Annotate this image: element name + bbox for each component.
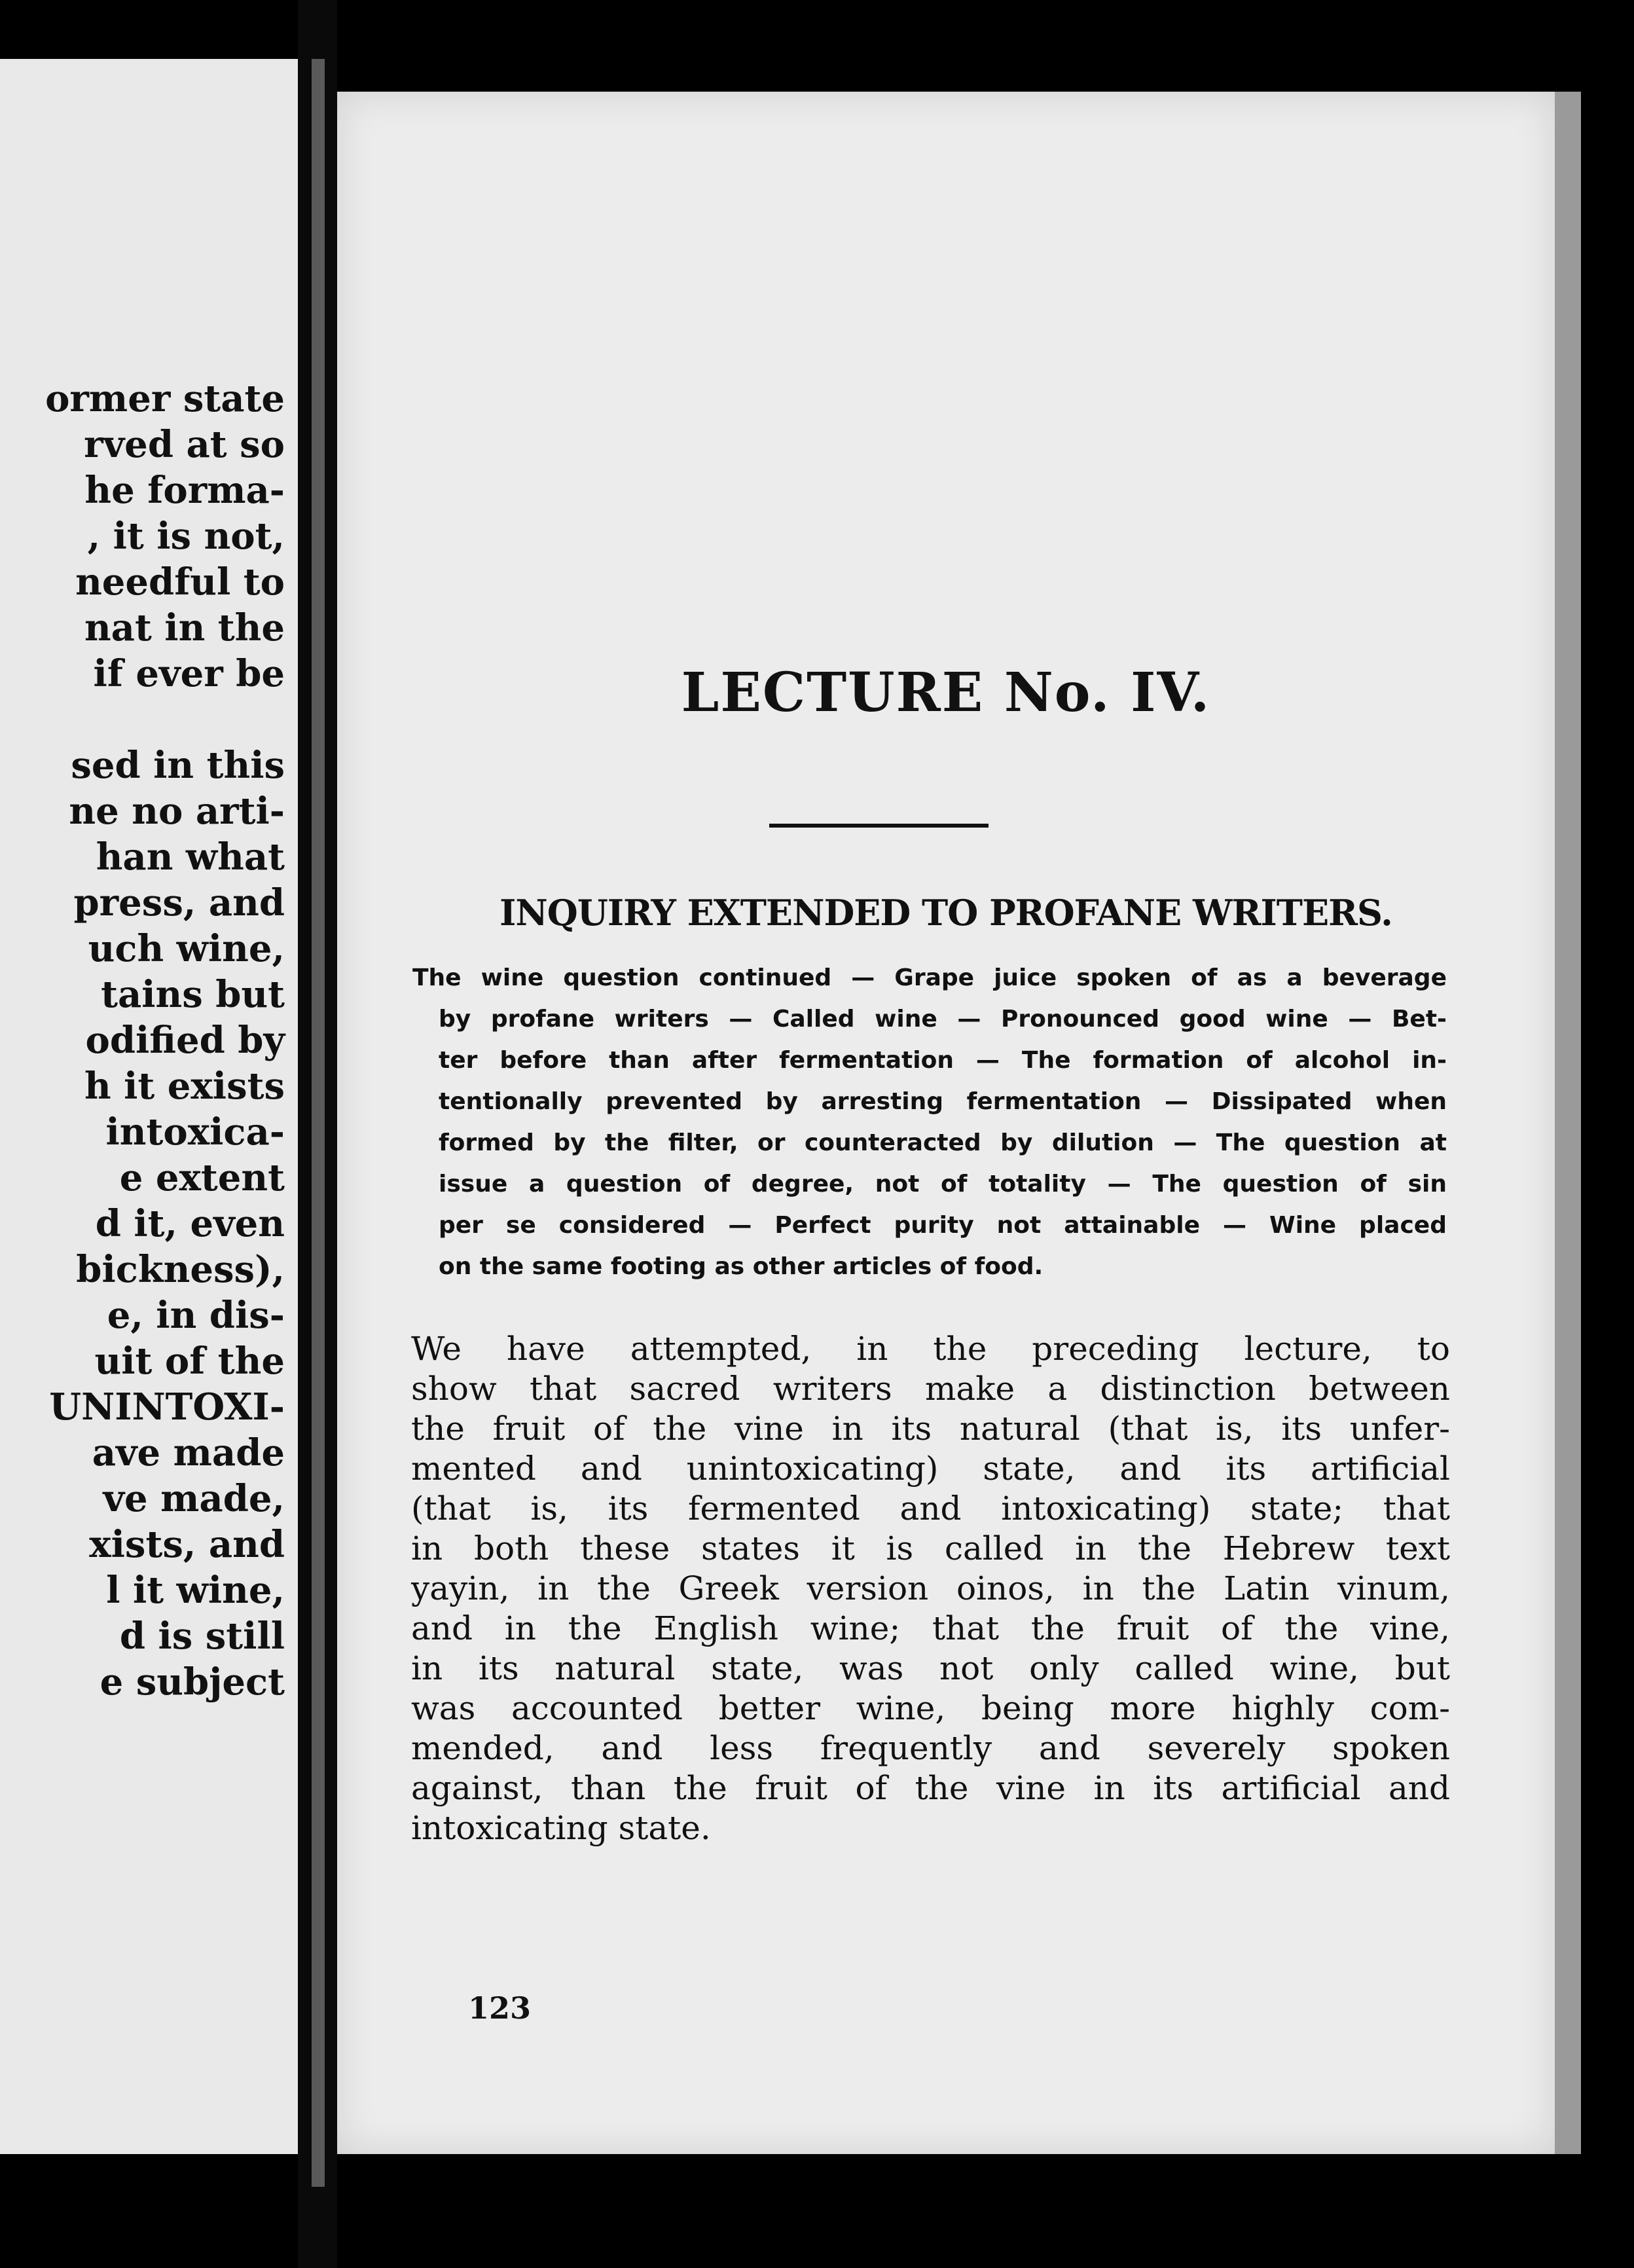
gutter-edge [312, 59, 325, 2187]
previous-page-line: ave made [92, 1431, 285, 1474]
previous-page-line: ne no arti- [69, 790, 285, 833]
previous-page-line: odified by [85, 1019, 285, 1062]
previous-page-line: , it is not, [87, 515, 285, 558]
chapter-subtitle: INQUIRY EXTENDED TO PROFANE WRITERS. [499, 892, 1392, 934]
previous-page-line: bickness), [76, 1248, 285, 1291]
page-edge-shadow [1555, 92, 1581, 2154]
title-divider [769, 824, 989, 828]
summary-line: The wine question continued — Grape juice spoken of as a beverage [412, 964, 1447, 991]
lecture-title: LECTURE No. IV. [681, 661, 1211, 724]
previous-page-line: xists, and [89, 1523, 285, 1566]
summary-line: tentionally prevented by arresting fermentation — Dissipated when [439, 1088, 1447, 1115]
previous-page-line: rved at so [84, 423, 285, 466]
body-line: and in the English wine; that the fruit of the vine, [411, 1609, 1450, 1647]
body-line: yayin, in the Greek version oinos, in the Latin vinum, [411, 1569, 1450, 1607]
body-line: We have attempted, in the preceding lecture, to [411, 1330, 1450, 1368]
body-line: show that sacred writers make a distinction between [411, 1370, 1450, 1408]
body-line: in its natural state, was not only called wine, but [411, 1649, 1450, 1687]
body-line: mented and unintoxicating) state, and its artificial [411, 1450, 1450, 1488]
body-line: the fruit of the vine in its natural (that is, its unfer- [411, 1410, 1450, 1448]
body-paragraph [411, 1329, 1450, 1848]
summary-line: issue a question of degree, not of totality — The question of sin [439, 1171, 1447, 1198]
previous-page-line: nat in the [84, 606, 285, 649]
previous-page-line: sed in this [71, 744, 285, 787]
previous-page-line: if ever be [93, 652, 285, 695]
previous-page-line: e subject [100, 1660, 285, 1704]
previous-page-line: press, and [73, 881, 285, 924]
previous-page-line: uch wine, [88, 927, 285, 970]
previous-page-line: e, in dis- [107, 1294, 285, 1337]
previous-page-line: he forma- [84, 469, 285, 512]
previous-page-fragment [0, 59, 298, 2154]
body-line: intoxicating state. [411, 1809, 711, 1847]
previous-page-line: ve made, [103, 1477, 285, 1520]
page-number: 123 [468, 1990, 532, 2026]
body-line: was accounted better wine, being more highly com- [411, 1689, 1450, 1727]
previous-page-line [45, 697, 285, 742]
previous-page-line: e extent [119, 1156, 285, 1199]
previous-page-line: l it wine, [106, 1569, 285, 1612]
main-page [337, 92, 1555, 2154]
body-line: in both these states it is called in the Hebrew text [411, 1529, 1450, 1567]
previous-page-line: h it exists [84, 1065, 285, 1108]
summary-line: by profane writers — Called wine — Pronounced good wine — Bet- [439, 1006, 1447, 1033]
previous-page-line: d is still [119, 1615, 285, 1658]
previous-page-text [45, 376, 285, 1705]
summary-line: formed by the filter, or counteracted by dilution — The question at [439, 1129, 1447, 1156]
previous-page-line: intoxica- [105, 1110, 285, 1154]
previous-page-line: ormer state [45, 377, 285, 420]
previous-page-line: han what [96, 835, 285, 879]
previous-page-line: uit of the [94, 1340, 285, 1383]
body-line: mended, and less frequently and severely spoken [411, 1729, 1450, 1767]
body-line: against, than the fruit of the vine in its artificial and [411, 1769, 1450, 1807]
previous-page-line: tains but [101, 973, 285, 1016]
previous-page-line: needful to [75, 560, 285, 604]
summary-line: per se considered — Perfect purity not attainable — Wine placed [439, 1212, 1447, 1239]
previous-page-line: UNINTOXI- [49, 1385, 285, 1429]
summary-line: ter before than after fermentation — The formation of alcohol in- [439, 1047, 1447, 1074]
chapter-summary [412, 957, 1447, 1287]
previous-page-line: d it, even [95, 1202, 285, 1245]
body-line: (that is, its fermented and intoxicating) state; that [411, 1490, 1450, 1527]
summary-line: on the same footing as other articles of food. [439, 1253, 1044, 1280]
